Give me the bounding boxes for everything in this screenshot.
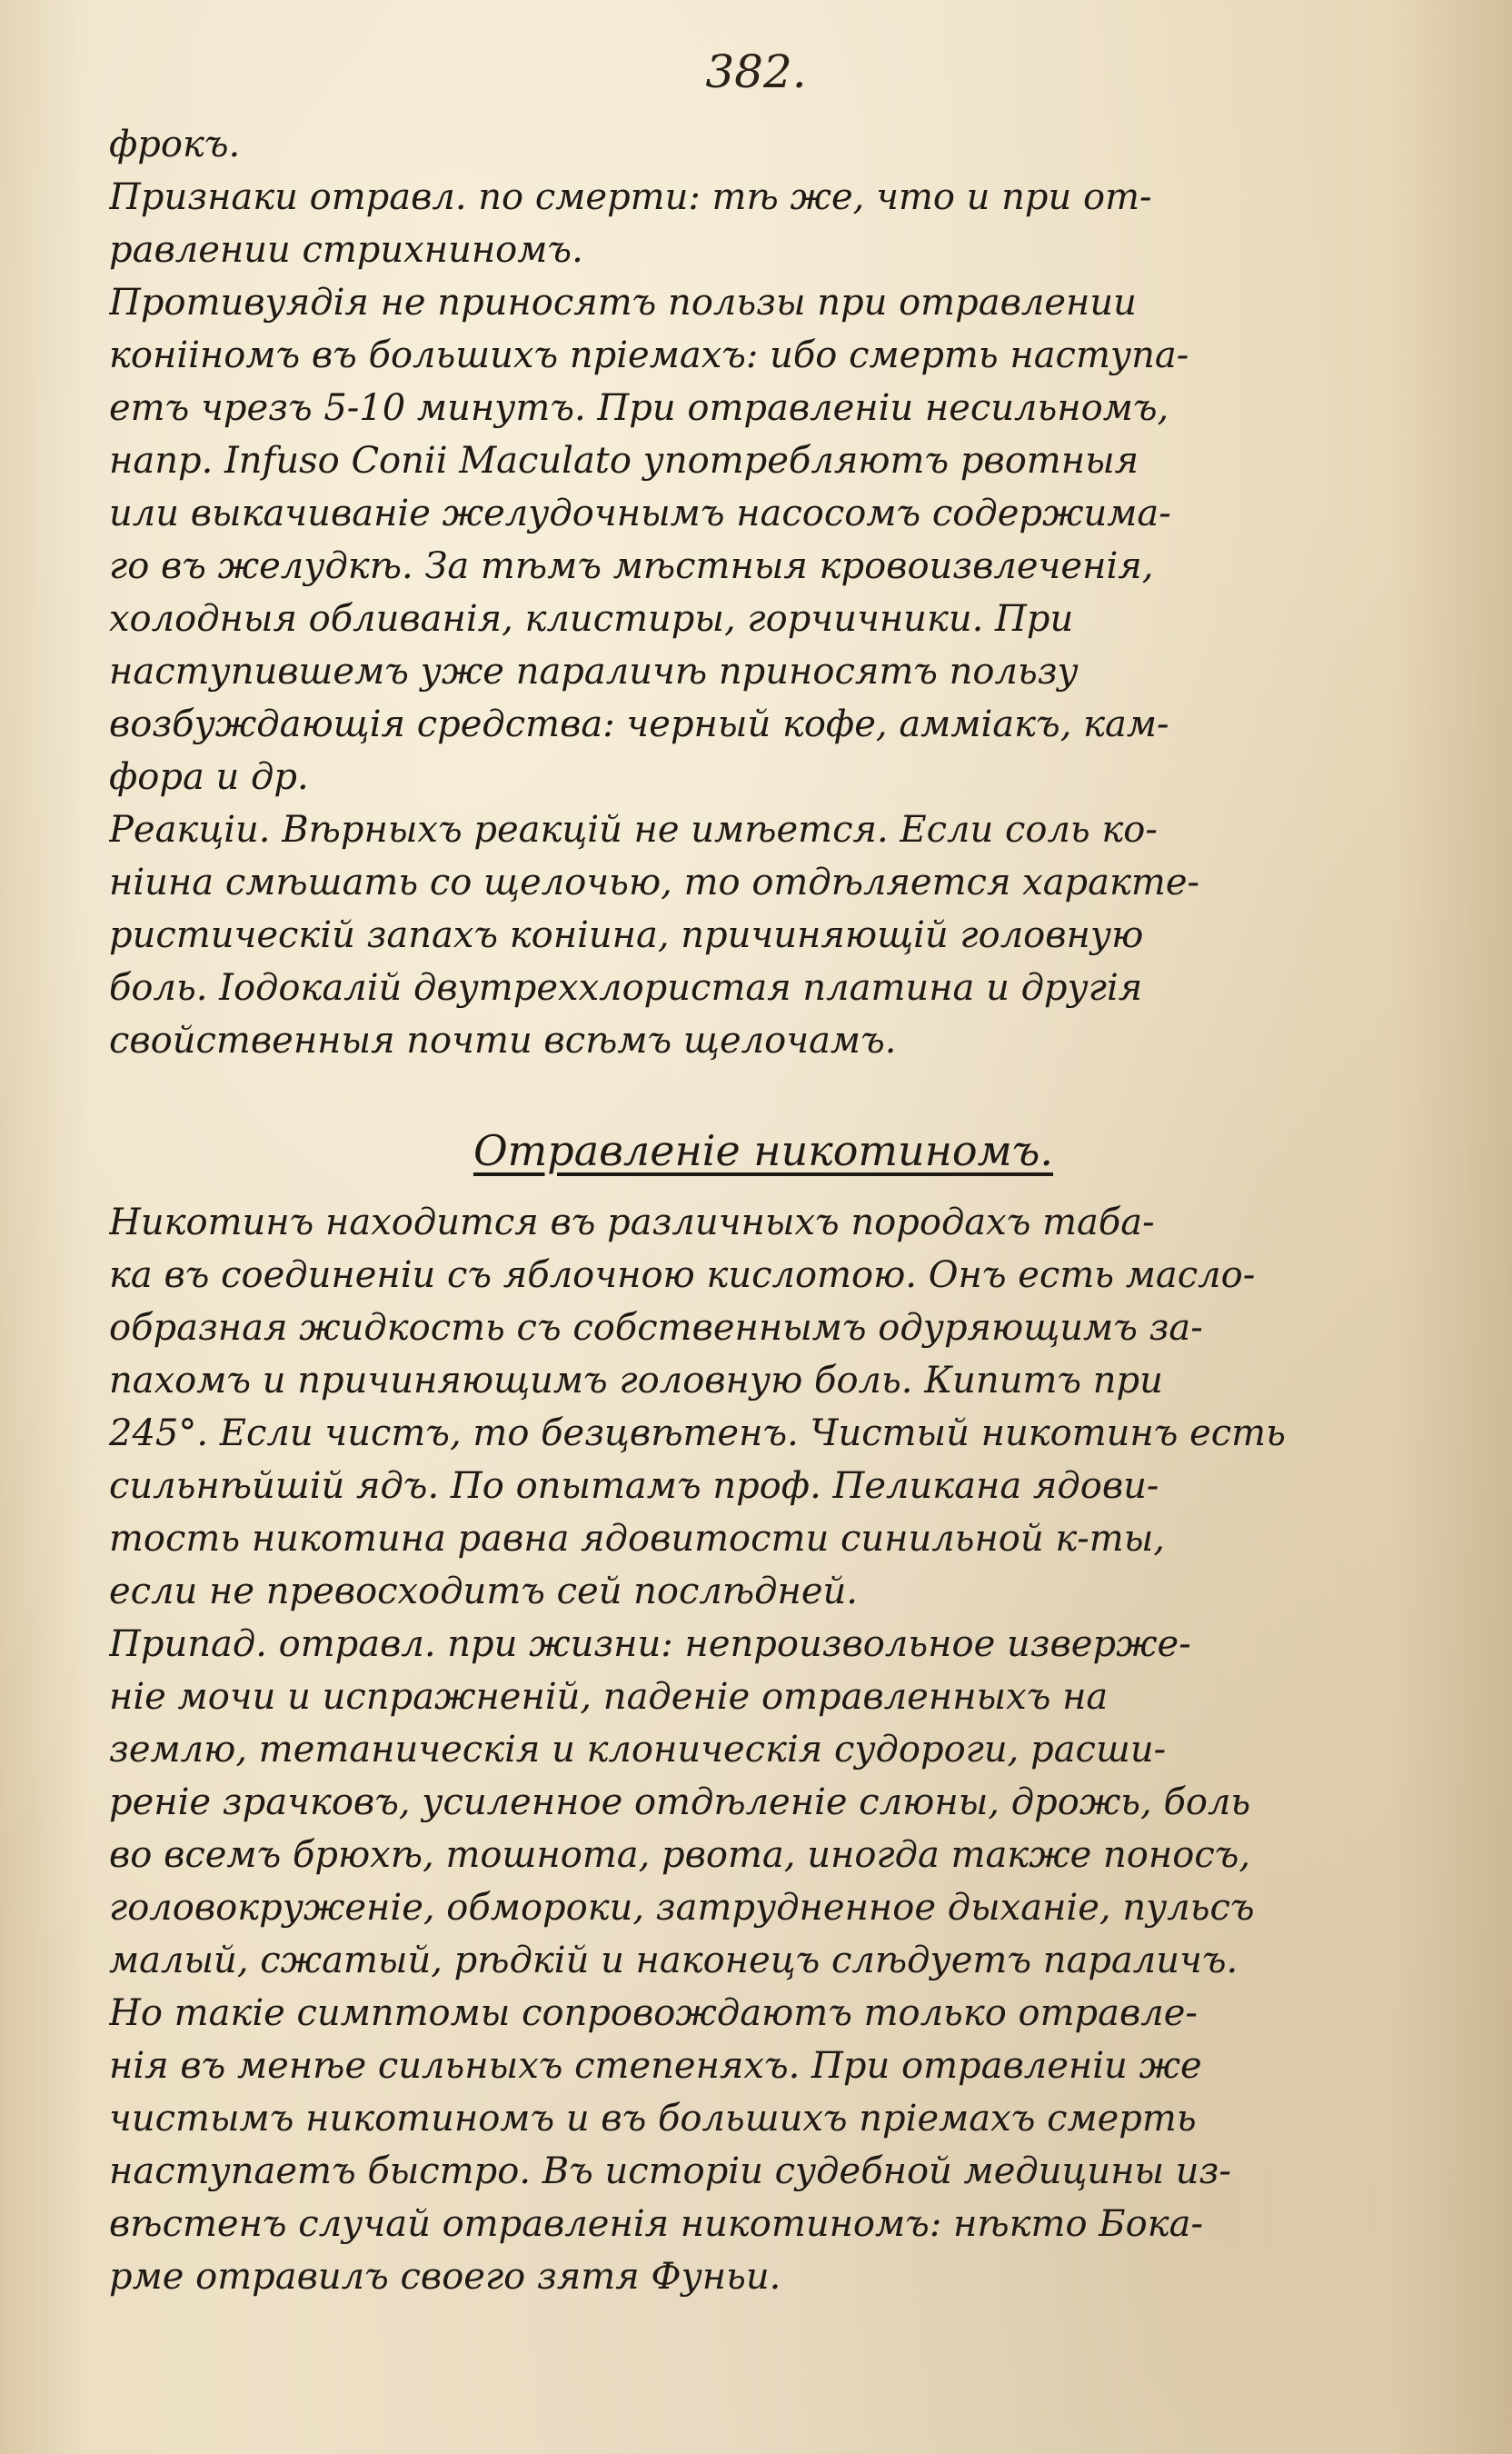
text-line: фора и др.	[109, 756, 309, 798]
text-line: Припад. отравл. при жизни: непроизвольное изверже-	[109, 1623, 1191, 1665]
text-line: сильнѣйшій ядъ. По опытамъ проф. Пеликана ядови-	[109, 1465, 1159, 1507]
text-line: нія въ менѣе сильныхъ степеняхъ. При отравленіи же	[109, 2045, 1202, 2087]
page-number: 382.	[705, 45, 807, 98]
text-line: холодныя обливанія, клистиры, горчичники. При	[109, 598, 1074, 640]
text-line: образная жидкость съ собственнымъ одуряющимъ за-	[109, 1307, 1203, 1349]
text-line: ніина смѣшать со щелочью, то отдѣляется характе-	[109, 862, 1199, 903]
text-line: конііномъ въ большихъ пріемахъ: ибо смерть наступа-	[109, 334, 1189, 376]
text-line: землю, тетаническія и клоническія судороги, расши-	[109, 1729, 1167, 1771]
text-line: наступаетъ быстро. Въ исторіи судебной медицины из-	[109, 2150, 1231, 2192]
text-line: 245°. Если чистъ, то безцвѣтенъ. Чистый никотинъ есть	[109, 1412, 1286, 1454]
text-line: во всемъ брюхѣ, тошнота, рвота, иногда также поносъ,	[109, 1834, 1251, 1876]
text-line: пахомъ и причиняющимъ головную боль. Кипитъ при	[109, 1360, 1163, 1402]
text-line: вѣстенъ случай отравленія никотиномъ: нѣкто Бока-	[109, 2203, 1204, 2245]
text-line: тость никотина равна ядовитости синильной к-ты,	[109, 1518, 1165, 1560]
text-line: головокруженіе, обмороки, затрудненное дыханіе, пульсъ	[109, 1887, 1255, 1929]
text-line: или выкачиваніе желудочнымъ насосомъ содержима-	[109, 493, 1171, 534]
text-line: наступившемъ уже параличѣ приносятъ пользу	[109, 651, 1079, 693]
text-line: Противуядія не приносятъ пользы при отравлении	[109, 282, 1137, 324]
text-line: Признаки отравл. по смерти: тѣ же, что и при от-	[109, 176, 1152, 218]
text-line: Никотинъ находится въ различныхъ породахъ таба-	[109, 1202, 1155, 1243]
text-line: Но такіе симптомы сопровождаютъ только отравле-	[109, 1992, 1198, 2034]
text-line: напр. Infuso Conii Maculato употребляютъ рвотныя	[109, 440, 1139, 482]
text-line: ристическій запахъ конiина, причиняющій головную	[109, 914, 1144, 956]
text-line: ніе мочи и испражненій, паденіе отравленныхъ на	[109, 1676, 1109, 1718]
text-line: Реакціи. Вѣрныхъ реакцій не имѣется. Если соль ко-	[109, 809, 1158, 851]
text-line: фрокъ.	[109, 124, 241, 165]
section-heading: Отравленіе никотиномъ.	[472, 1126, 1054, 1175]
text-line: равлении стрихниномъ.	[109, 229, 583, 271]
text-line: ка въ соединеніи съ яблочною кислотою. Онъ есть масло-	[109, 1254, 1256, 1296]
text-line: реніе зрачковъ, усиленное отдѣленіе слюны, дрожь, боль	[109, 1781, 1251, 1823]
text-line: етъ чрезъ 5-10 минутъ. При отравленіи несильномъ,	[109, 387, 1169, 429]
text-line: рме отравилъ своего зятя Фуньи.	[109, 2256, 781, 2298]
manuscript-text	[109, 118, 1418, 2303]
text-line: возбуждающія средства: черный кофе, аммiакъ, кам-	[109, 703, 1169, 745]
text-line: малый, сжатый, рѣдкій и наконецъ слѣдуетъ параличъ.	[109, 1940, 1238, 1981]
text-line: чистымъ никотиномъ и въ большихъ пріемахъ смерть	[109, 2098, 1197, 2140]
text-line: го въ желудкѣ. За тѣмъ мѣстныя кровоизвлеченія,	[109, 545, 1154, 587]
text-line: боль. Іодокалій двутреххлористая платина и другія	[109, 967, 1143, 1009]
text-line: если не превосходитъ сей послѣдней.	[109, 1571, 859, 1612]
text-line: свойственныя почти всѣмъ щелочамъ.	[109, 1020, 897, 1062]
